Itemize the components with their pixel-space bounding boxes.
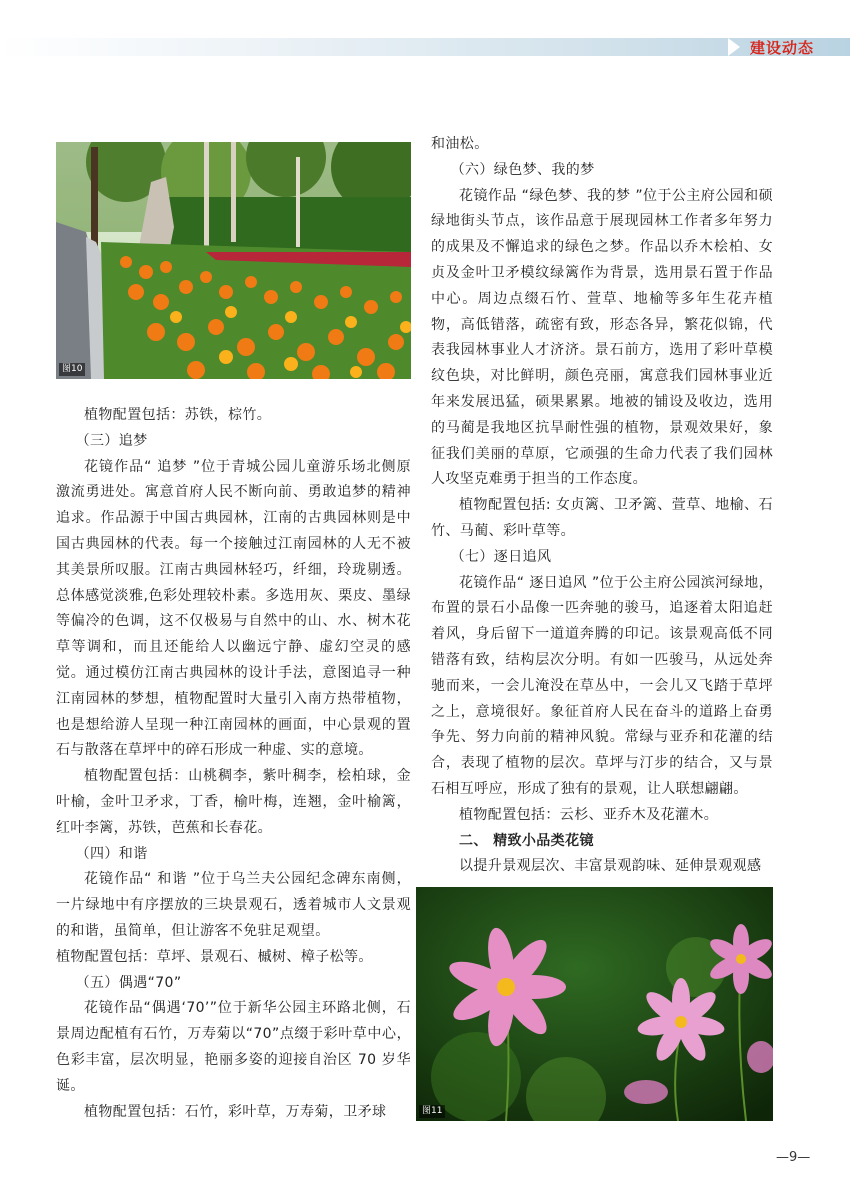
paragraph: 花镜作品“ 追梦 ”位于青城公园儿童游乐场北侧原激流勇进处。寓意首府人民不断向前、勇敢追梦的精神追求。作品源于中国古典园林，江南的古典园林则是中国古典园林的代表。每一个接触过江南园林的人无不被其美景所叹服。江南古典园林轻巧，纤细，玲珑剔透。总体感觉淡雅,色彩处理较朴素。多选用灰、栗皮、墨绿等偏冷的色调，这不仅极易与自然中的山、水、树木花草等调和，而且还能给人以幽远宁静、虚幻空灵的感觉。通过模仿江南古典园林的设计手法，意图追寻一种江南园林的梦想，植物配置时大量引入南方热带植物，也是想给游人呈现一种江南园林的画面，中心景观的置石与散落在草坪中的碎石形成一种虚、实的意境。 <box>56 458 411 759</box>
paragraph: 植物配置包括：苏铁，棕竹。 <box>84 407 272 423</box>
header-band <box>0 38 850 56</box>
paragraph: 植物配置包括：云杉、亚乔木及花灌木。 <box>459 806 719 823</box>
paragraph: 花镜作品 “绿色梦、我的梦 ”位于公主府公园和硕绿地街头节点，该作品意于展现园林工作者多年努力的成果及不懈追求的绿色之梦。作品以乔木桧柏、女贞及金叶卫矛模纹绿篱作为背景，选用景石置于作品中心。周边点缀石竹、萱草、地榆等多年生花卉植物，高低错落，疏密有致，形态各异，繁花似锦，代表我园林事业人才济济。景石前方，选用了彩叶草模纹色块，对比鲜明，颜色亮丽，寓意我们园林事业近年来发展迅猛，硕果累累。地被的铺设及收边，选用的马蔺是我地区抗旱耐性强的植物，景观效果好，象征我们美丽的草原，它顽强的生命力代表了我们园林人攻坚克难勇于担当的工作态度。 <box>431 187 773 488</box>
paragraph: 和油松。 <box>431 136 489 152</box>
right-text-column <box>431 132 773 880</box>
section-heading: （六）绿色梦、我的梦 <box>450 161 595 178</box>
paragraph: 植物配置包括：草坪、景观石、槭树、樟子松等。 <box>56 948 373 965</box>
paragraph: 植物配置包括：石竹，彩叶草，万寿菊，卫矛球 <box>84 1103 387 1120</box>
left-text-column <box>56 403 411 1125</box>
header-chevron-decoration <box>728 38 740 56</box>
page-number: —9— <box>776 1150 811 1165</box>
paragraph: 以提升景观层次、丰富景观韵味、延伸景观观感 <box>459 858 762 875</box>
section-heading: （五）偶遇“70” <box>75 974 182 991</box>
section-title: 建设动态 <box>750 39 815 57</box>
figure-10-garden-photo <box>56 142 411 379</box>
figure-11-flower-photo <box>416 887 773 1121</box>
paragraph: 花镜作品“ 和谐 ”位于乌兰夫公园纪念碑东南侧，一片绿地中有序摆放的三块景观石，透着城市人文景观的和谐，虽简单，但让游客不免驻足观望。 <box>56 871 411 939</box>
paragraph: 植物配置包括：山桃稠李，紫叶稠李，桧柏球，金叶榆，金叶卫矛求，丁香，榆叶梅，连翘，金叶榆篱，红叶李篱，苏铁，芭蕉和长春花。 <box>56 768 411 836</box>
cosmos-illustration <box>416 887 773 1121</box>
section-heading: （七）逐日追风 <box>450 548 552 565</box>
garden-illustration <box>56 142 411 379</box>
paragraph: 花镜作品“ 逐日追风 ”位于公主府公园滨河绿地，布置的景石小品像一匹奔驰的骏马，追逐着太阳追赶着风，身后留下一道道奔腾的印记。该景观高低不同错落有致，结构层次分明。有如一匹骏马，从远处奔驰而来，一会儿淹没在草丛中，一会儿又飞踏于草坪之上，意境很好。象征首府人民在奋斗的道路上奋勇争先、努力向前的精神风貌。常绿与亚乔和花灌的结合，表现了植物的层次。草坪与汀步的结合，又与景石相互呼应，形成了独有的景观，让人联想翩翩。 <box>431 574 773 797</box>
figure-11-label: 图11 <box>419 1105 445 1118</box>
figure-10-label: 图10 <box>59 363 85 376</box>
section-heading: （三）追梦 <box>75 432 148 449</box>
chapter-heading: 二、 精致小品类花镜 <box>459 832 594 849</box>
section-heading: （四）和谐 <box>75 845 148 862</box>
paragraph: 花镜作品“偶遇‘70’”位于新华公园主环路北侧，石景周边配植有石竹，万寿菊以“70”点缀于彩叶草中心，色彩丰富，层次明显，艳丽多姿的迎接自治区 70 岁华诞。 <box>56 1000 411 1094</box>
paragraph: 植物配置包括: 女贞篱、卫矛篱、萱草、地榆、石竹、马蔺、彩叶草等。 <box>431 497 773 539</box>
